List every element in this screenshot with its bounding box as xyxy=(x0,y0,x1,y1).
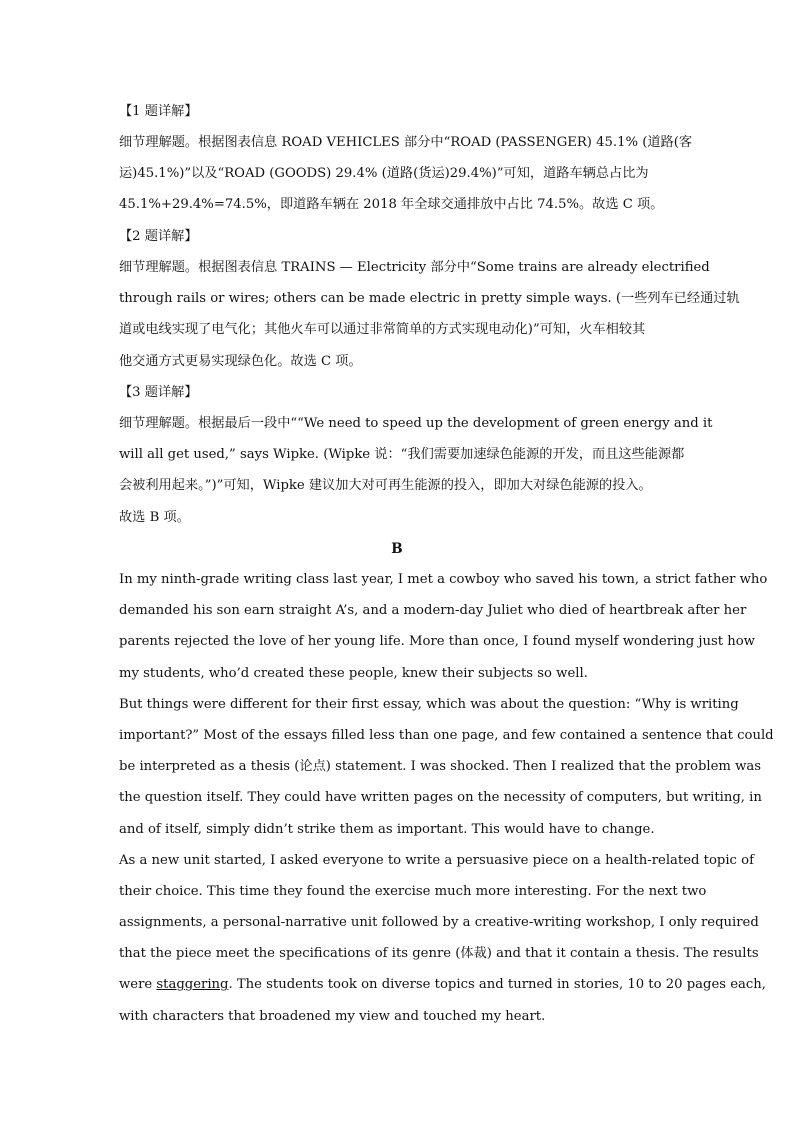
passage-line: In my ninth-grade writing class last year, I met a cowboy who saved his town, a strict father who xyxy=(119,572,768,587)
line-text-after: . The students took on diverse topics and turned in stories, 10 to 20 pages each, xyxy=(228,977,766,993)
passage-line: be interpreted as a thesis (论点) statement. I was shocked. Then I realized that the problem was xyxy=(119,759,762,775)
q1-heading: 【1 题详解】 xyxy=(119,104,198,119)
passage-line: with characters that broadened my view and touched my heart. xyxy=(119,1008,546,1024)
passage-line: parents rejected the love of her young life. More than once, I found myself wondering just how xyxy=(119,634,755,650)
passage-line: my students, who’d created these people, knew their subjects so well. xyxy=(119,665,588,681)
passage-body xyxy=(119,564,774,1032)
q3-line: 故选 B 项。 xyxy=(119,509,190,525)
passage-line-staggering xyxy=(119,969,766,1000)
q2-line: through rails or wires; others can be made electric in pretty simple ways. (一些列车已经通过轨 xyxy=(119,291,740,307)
q3-line: 细节理解题。根据最后一段中““We need to speed up the development of green energy and it xyxy=(119,416,713,431)
line-text-before: were xyxy=(119,977,157,993)
q3-line: 会被利用起来。”)”可知，Wipke 建议加大对可再生能源的投入，即加大对绿色能源的投入。 xyxy=(119,478,652,494)
q2-explanation xyxy=(119,252,740,377)
q2-line: 道或电线实现了电气化；其他火车可以通过非常简单的方式实现电动化)”可知，火车相较其 xyxy=(119,322,646,338)
passage-line: As a new unit started, I asked everyone to write a persuasive piece on a health-related topic of xyxy=(119,852,754,868)
passage-line: the question itself. They could have written pages on the necessity of computers, but writing, in xyxy=(119,790,762,806)
q1-line: 细节理解题。根据图表信息 ROAD VEHICLES 部分中“ROAD (PASSENGER) 45.1% (道路(客 xyxy=(119,135,693,150)
passage-line: assignments, a personal-narrative unit followed by a creative-writing workshop, I only required xyxy=(119,915,759,931)
q2-heading: 【2 题详解】 xyxy=(119,229,198,244)
underlined-word: staggering xyxy=(156,977,229,993)
passage-line: demanded his son earn straight A’s, and a modern-day Juliet who died of heartbreak after her xyxy=(119,603,747,619)
q1-explanation xyxy=(119,127,693,221)
passage-letter: B xyxy=(391,541,403,557)
q1-line: 45.1%+29.4%=74.5%，即道路车辆在 2018 年全球交通排放中占比 74.5%。故选 C 项。 xyxy=(119,197,664,213)
q3-heading: 【3 题详解】 xyxy=(119,385,198,400)
passage-line: But things were different for their first essay, which was about the question: “Why is writing xyxy=(119,696,739,712)
q3-explanation xyxy=(119,408,713,533)
q1-line: 运)45.1%)”以及“ROAD (GOODS) 29.4% (道路(货运)29.4%)”可知，道路车辆总占比为 xyxy=(119,166,649,182)
q3-line: will all get used,” says Wipke. (Wipke 说：“我们需要加速绿色能源的开发，而且这些能源都 xyxy=(119,447,685,463)
passage-line: and of itself, simply didn’t strike them as important. This would have to change. xyxy=(119,821,655,837)
passage-line: important?” Most of the essays filled less than one page, and few contained a sentence that could xyxy=(119,727,774,743)
passage-line: their choice. This time they found the exercise much more interesting. For the next two xyxy=(119,883,707,899)
passage-line: that the piece meet the specifications of its genre (体裁) and that it contain a thesis. The results xyxy=(119,946,759,962)
q2-line: 细节理解题。根据图表信息 TRAINS — Electricity 部分中“Some trains are already electrified xyxy=(119,260,710,275)
q2-line: 他交通方式更易实现绿色化。故选 C 项。 xyxy=(119,353,362,369)
